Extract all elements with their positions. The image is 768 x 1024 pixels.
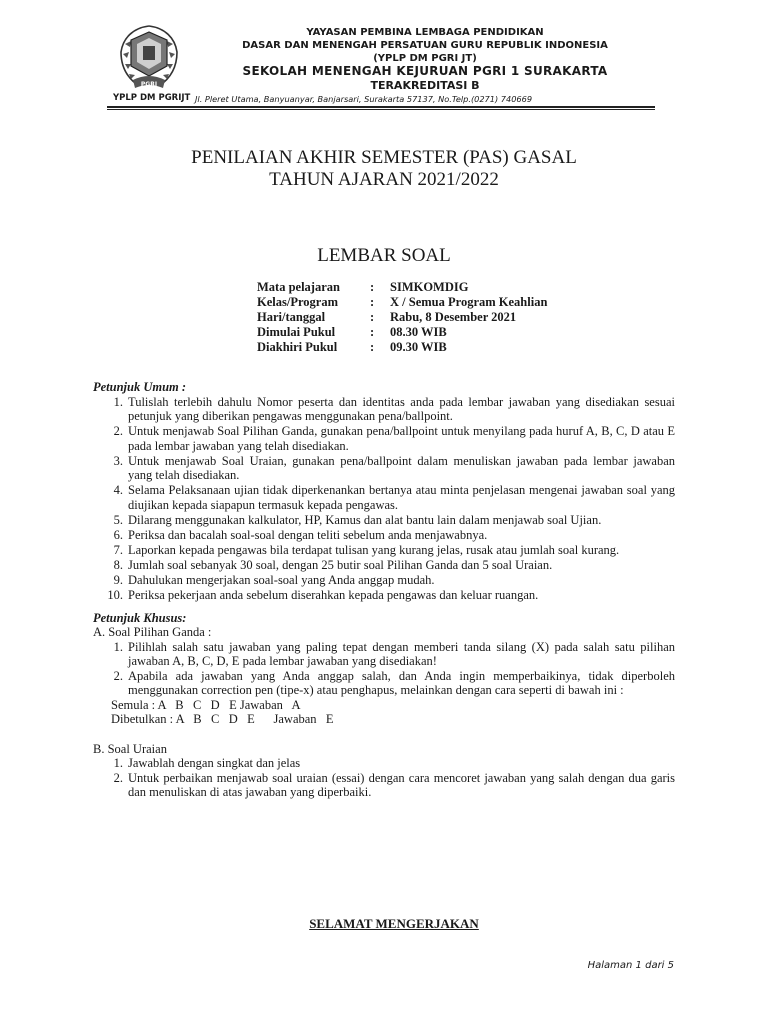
info-label: Kelas/Program xyxy=(257,295,338,309)
section-b-list xyxy=(93,756,675,800)
general-instructions-list xyxy=(93,395,675,603)
school-name: SEKOLAH MENENGAH KEJURUAN PGRI 1 SURAKARTA xyxy=(242,64,608,78)
closing-message: SELAMAT MENGERJAKAN xyxy=(309,916,479,931)
info-value: 09.30 WIB xyxy=(390,340,447,354)
item-number: 1. xyxy=(113,756,123,770)
item-text: Tulislah terlebih dahulu Nomor peserta dan identitas anda pada lembar jawaban yang disediakan sesuai petunjuk yang diberikan pengawas menggunakan pena/ballpoint. xyxy=(128,394,675,423)
info-label: Dimulai Pukul xyxy=(257,325,336,339)
item-text: Untuk menjawab Soal Uraian, gunakan pena/ballpoint dalam menuliskan jawaban pada lembar jawaban yang telah disediakan. xyxy=(128,453,675,482)
info-colon: : xyxy=(370,340,375,354)
info-label: Diakhiri Pukul xyxy=(257,340,338,354)
exam-info-row xyxy=(257,280,547,295)
organization-abbr: (YPLP DM PGRI JT) xyxy=(373,53,477,64)
list-item xyxy=(93,454,675,483)
list-item xyxy=(93,558,675,573)
info-colon: : xyxy=(370,280,375,294)
item-number: 2. xyxy=(113,424,123,438)
exam-info xyxy=(257,280,547,355)
item-number: 3. xyxy=(113,453,123,468)
item-number: 2. xyxy=(113,770,123,785)
item-number: 1. xyxy=(113,394,123,409)
item-text: Dilarang menggunakan kalkulator, HP, Kamus dan alat bantu lain dalam menjawab soal Ujian. xyxy=(128,512,602,527)
spacer xyxy=(93,603,675,611)
item-text: Apabila ada jawaban yang Anda anggap salah, dan Anda ingin memperbaikinya, tidak diperboleh menggunakan correction pen (tipe-x) atau penghapus, melainkan dengan cara seperti di bawah ini : xyxy=(128,668,675,697)
list-item xyxy=(93,588,675,603)
info-value: SIMKOMDIG xyxy=(390,280,469,294)
logo-caption: YPLP DM PGRIJT xyxy=(113,93,191,103)
item-number: 6. xyxy=(113,527,123,542)
item-number: 9. xyxy=(113,572,123,587)
item-text: Periksa pekerjaan anda sebelum diserahkan kepada pengawas dan keluar ruangan. xyxy=(128,587,539,602)
list-item xyxy=(93,424,675,453)
item-number: 8. xyxy=(113,557,123,572)
info-colon: : xyxy=(370,295,375,309)
info-label: Mata pelajaran xyxy=(257,280,340,294)
list-item xyxy=(93,756,675,771)
list-item xyxy=(93,483,675,512)
list-item xyxy=(93,395,675,424)
letterhead-rule-thin xyxy=(107,109,655,110)
school-address: Jl. Pleret Utama, Banyuanyar, Banjarsari, Surakarta 57137, No.Telp.(0271) 740669 xyxy=(195,94,533,104)
exam-info-row xyxy=(257,340,547,355)
list-item xyxy=(93,528,675,543)
school-logo-icon xyxy=(113,22,185,96)
instructions xyxy=(93,380,675,800)
item-text: Selama Pelaksanaan ujian tidak diperkenankan bertanya atau minta penjelasan mengenai jawaban soal yang diujikan kepada siapapun termasuk kepada pengawas. xyxy=(128,483,675,512)
info-value: Rabu, 8 Desember 2021 xyxy=(390,310,517,324)
item-number: 1. xyxy=(113,639,123,654)
info-colon: : xyxy=(370,310,375,324)
section-a-title: A. Soal Pilihan Ganda : xyxy=(93,625,212,639)
general-instructions-title: Petunjuk Umum : xyxy=(93,380,187,394)
exam-info-row xyxy=(257,325,547,340)
page-number: Halaman 1 dari 5 xyxy=(587,960,674,971)
item-number: 2. xyxy=(113,668,123,683)
sheet-title: LEMBAR SOAL xyxy=(317,245,451,266)
foundation-name: YAYASAN PEMBINA LEMBAGA PENDIDIKAN xyxy=(306,27,544,38)
item-text: Periksa dan bacalah soal-soal dengan teliti sebelum anda menjawabnya. xyxy=(128,527,488,542)
example-corrected-answer: Dibetulkan : A B C D E Jawaban E xyxy=(111,712,334,726)
example-initial-answer: Semula : A B C D E Jawaban A xyxy=(111,697,301,712)
exam-info-row xyxy=(257,310,547,325)
list-item xyxy=(93,669,675,698)
list-item xyxy=(93,771,675,800)
info-value: X / Semua Program Keahlian xyxy=(390,295,548,309)
item-text: Laporkan kepada pengawas bila terdapat tulisan yang kurang jelas, rusak atau jumlah soal kurang. xyxy=(128,542,620,557)
organization-name: DASAR DAN MENENGAH PERSATUAN GURU REPUBLIK INDONESIA xyxy=(242,40,608,51)
item-number: 7. xyxy=(113,542,123,557)
item-text: Dahulukan mengerjakan soal-soal yang Anda anggap mudah. xyxy=(128,572,435,587)
info-value: 08.30 WIB xyxy=(390,325,447,339)
item-number: 4. xyxy=(113,483,123,497)
list-item xyxy=(93,640,675,669)
section-b-title: B. Soal Uraian xyxy=(93,741,167,756)
svg-text:PGRI: PGRI xyxy=(140,81,158,88)
academic-year: TAHUN AJARAN 2021/2022 xyxy=(269,169,499,190)
accreditation: TERAKREDITASI B xyxy=(370,79,480,92)
item-text: Pilihlah salah satu jawaban yang paling tepat dengan memberi tanda silang (X) pada salah satu pilihan jawaban A, B, C, D, E pada lembar jawaban yang disediakan! xyxy=(128,639,675,668)
spacer xyxy=(93,727,675,742)
item-number: 10. xyxy=(107,587,123,602)
info-colon: : xyxy=(370,325,375,339)
item-number: 5. xyxy=(113,512,123,527)
item-text: Jawablah dengan singkat dan jelas xyxy=(128,756,301,770)
item-text: Untuk menjawab Soal Pilihan Ganda, gunakan pena/ballpoint untuk menyilang pada huruf A, B, C, D atau E pada lembar jawaban yang telah disediakan. xyxy=(128,424,675,453)
special-instructions-title: Petunjuk Khusus: xyxy=(93,610,187,625)
list-item xyxy=(93,573,675,588)
list-item xyxy=(93,513,675,528)
info-label: Hari/tanggal xyxy=(257,310,326,324)
exam-title: PENILAIAN AKHIR SEMESTER (PAS) GASAL xyxy=(191,147,577,168)
letterhead-rule xyxy=(107,106,655,108)
list-item xyxy=(93,543,675,558)
exam-info-row xyxy=(257,295,547,310)
section-a-list xyxy=(93,640,675,698)
item-text: Untuk perbaikan menjawab soal uraian (essai) dengan cara mencoret jawaban yang salah dengan dua garis dan menuliskan di atas jawaban yang diperbaiki. xyxy=(128,770,675,799)
item-text: Jumlah soal sebanyak 30 soal, dengan 25 butir soal Pilihan Ganda dan 5 soal Uraian. xyxy=(128,557,553,572)
